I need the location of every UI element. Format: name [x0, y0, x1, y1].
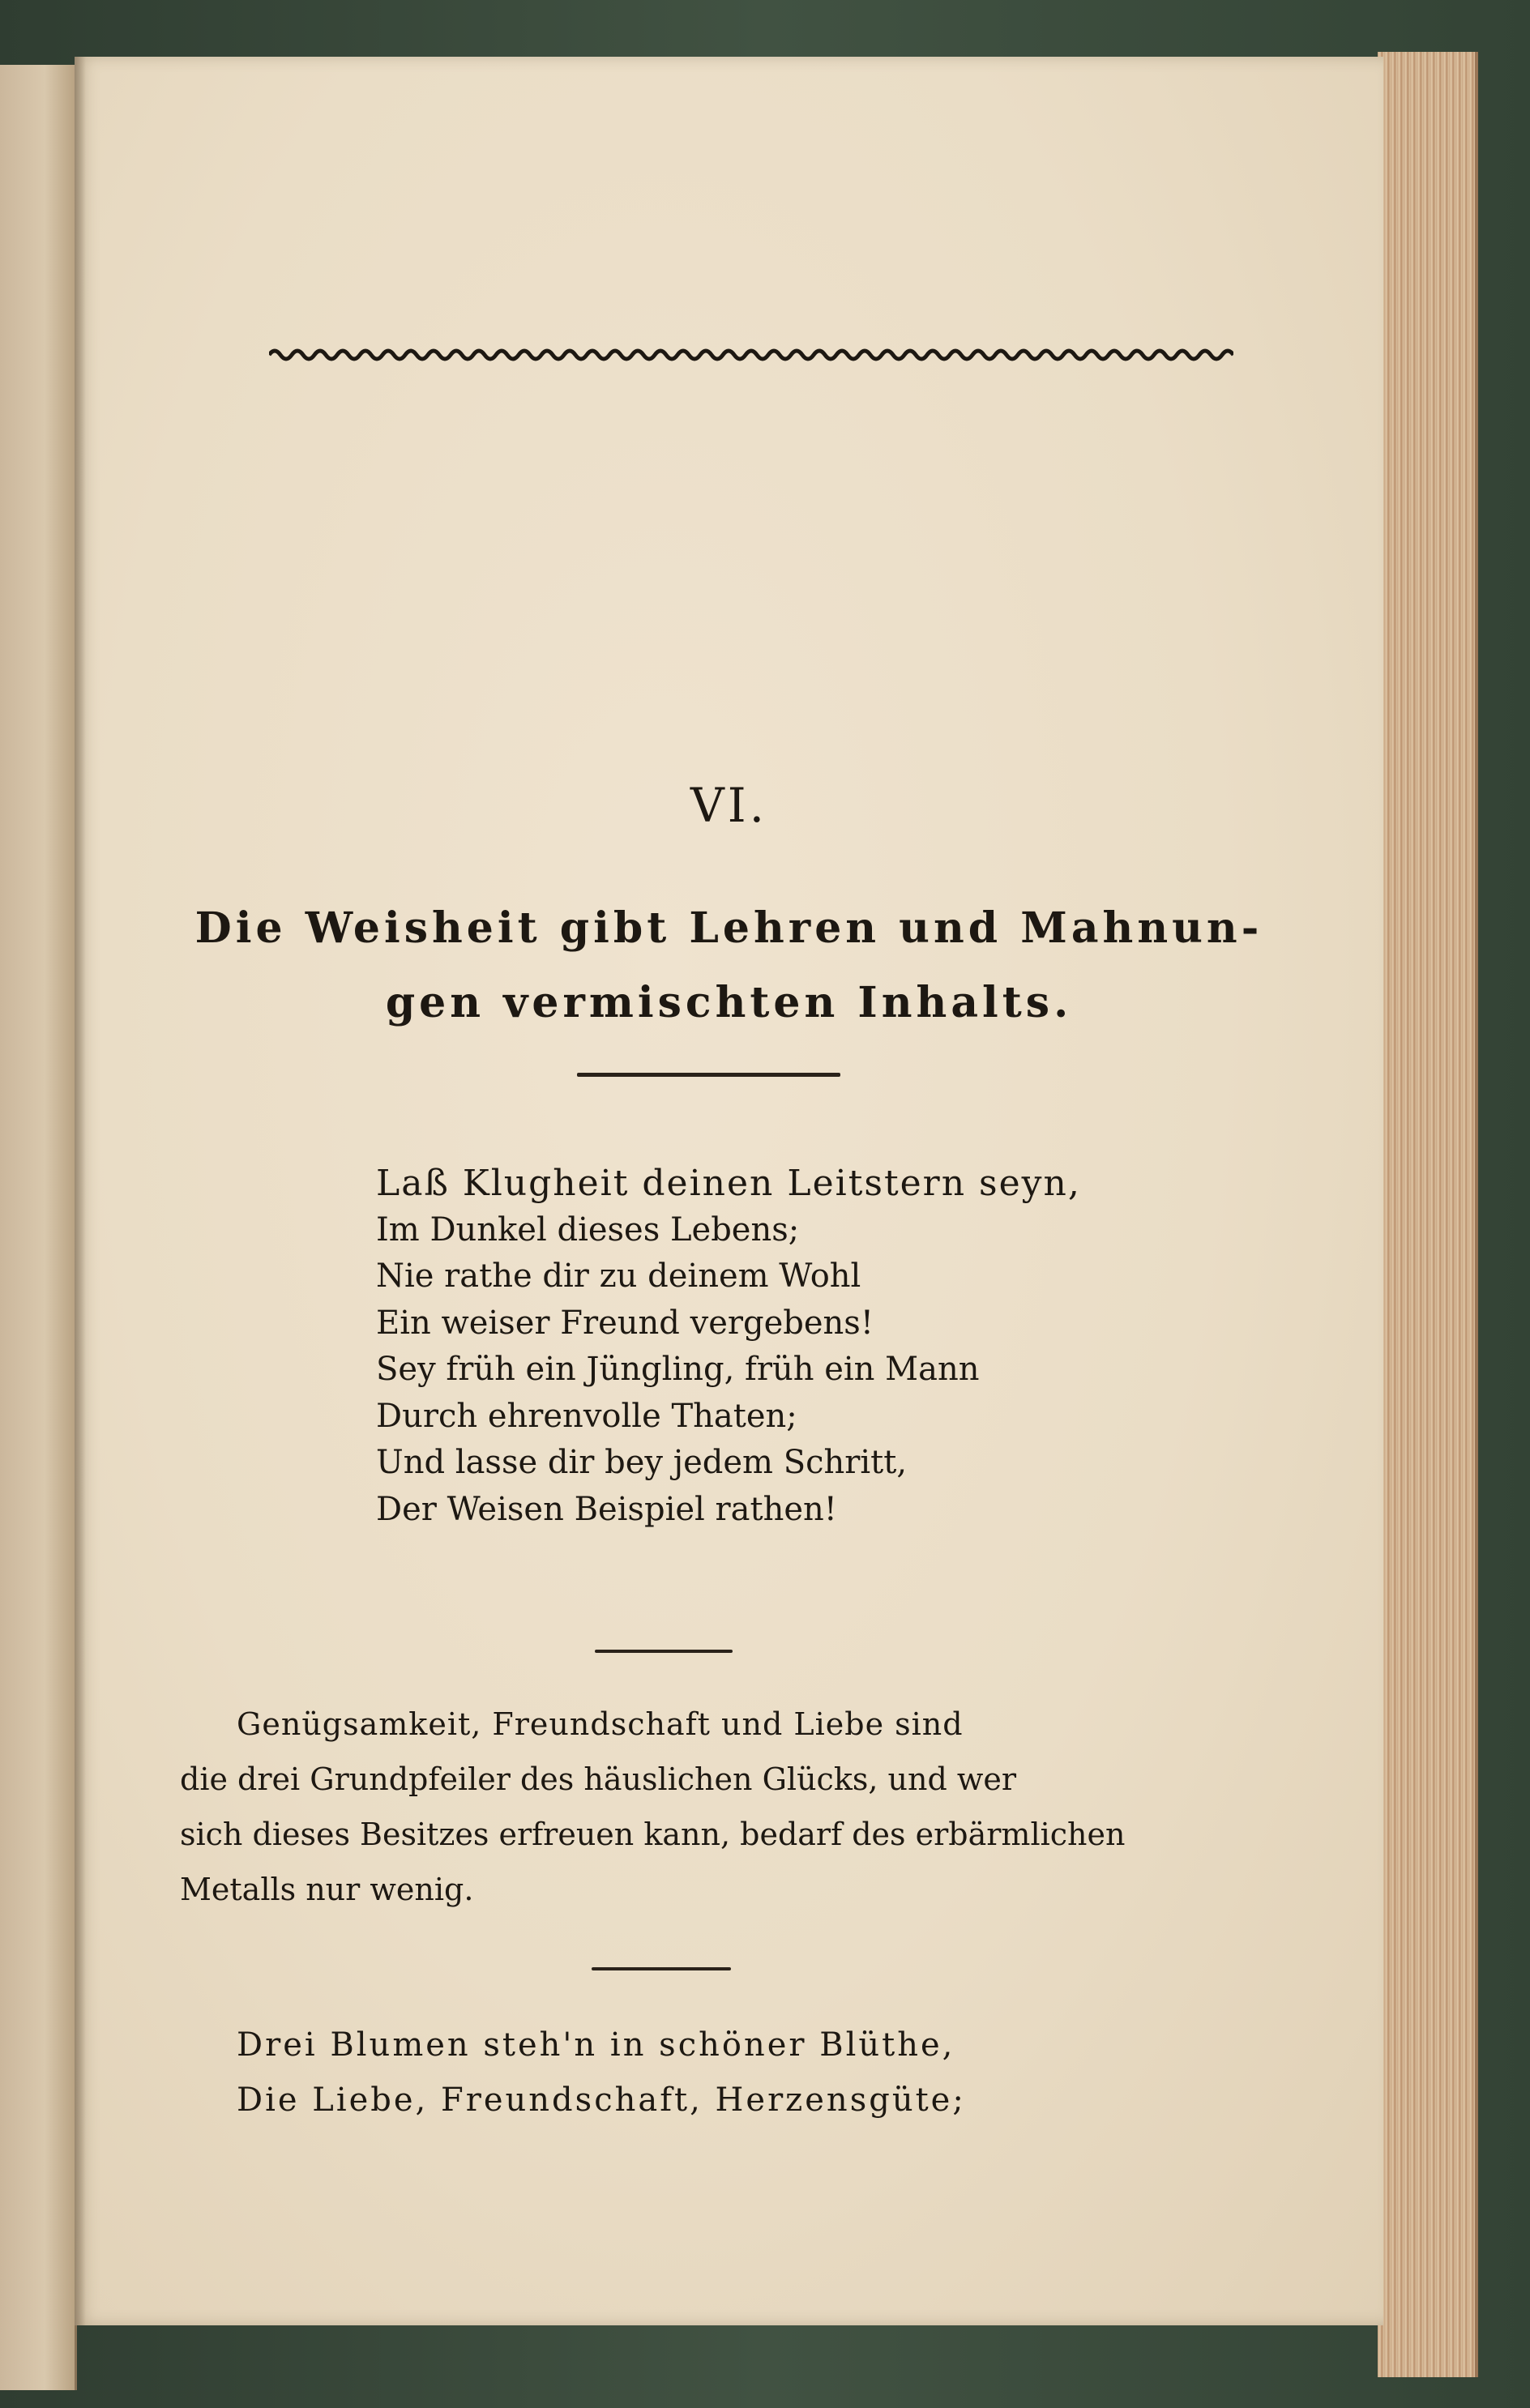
title-rule: [577, 1073, 840, 1077]
poem-verse: [376, 1160, 1251, 1533]
verse-line: Ein weiser Freund vergebens!: [376, 1304, 874, 1342]
verse-line: Sey früh ein Jüngling, früh ein Mann: [376, 1351, 980, 1388]
section-rule: [595, 1650, 733, 1653]
verse-line: Laß Klugheit deinen Leitstern seyn,: [376, 1163, 1081, 1204]
verse-line: Die Liebe, Freundschaft, Herzensgüte;: [237, 2081, 966, 2119]
book-page: [75, 57, 1383, 2325]
verse-line: Und lasse dir bey jedem Schritt,: [376, 1444, 908, 1481]
prose-line: die drei Grundpfeiler des häuslichen Glücks, und wer: [180, 1761, 1017, 1797]
prose-paragraph: [180, 1697, 1266, 1917]
gutter-shadow: [75, 57, 86, 2325]
verse-line: Durch ehrenvolle Thaten;: [376, 1397, 797, 1435]
chapter-number: VI.: [690, 778, 768, 833]
section-rule: [592, 1967, 731, 1970]
poem-verse: [237, 2017, 1209, 2128]
chapter-title-line: gen vermischten Inhalts.: [385, 978, 1073, 1027]
ornamental-rule: [269, 347, 1233, 363]
chapter-title: [180, 891, 1278, 1040]
page-edges: [1378, 52, 1478, 2377]
prose-line: Genügsamkeit, Freundschaft und Liebe sind: [237, 1706, 964, 1742]
verse-line: Nie rathe dir zu deinem Wohl: [376, 1257, 861, 1295]
verse-line: Im Dunkel dieses Lebens;: [376, 1210, 800, 1249]
left-page-edge: [0, 65, 77, 2390]
chapter-title-line: Die Weisheit gibt Lehren und Mahnun-: [194, 903, 1263, 953]
verse-line: Der Weisen Beispiel rathen!: [376, 1490, 837, 1528]
prose-line: Metalls nur wenig.: [180, 1872, 474, 1907]
verse-line: Drei Blumen steh'n in schöner Blüthe,: [237, 2026, 955, 2064]
prose-line: sich dieses Besitzes erfreuen kann, bedarf des erbärmlichen: [180, 1817, 1126, 1852]
